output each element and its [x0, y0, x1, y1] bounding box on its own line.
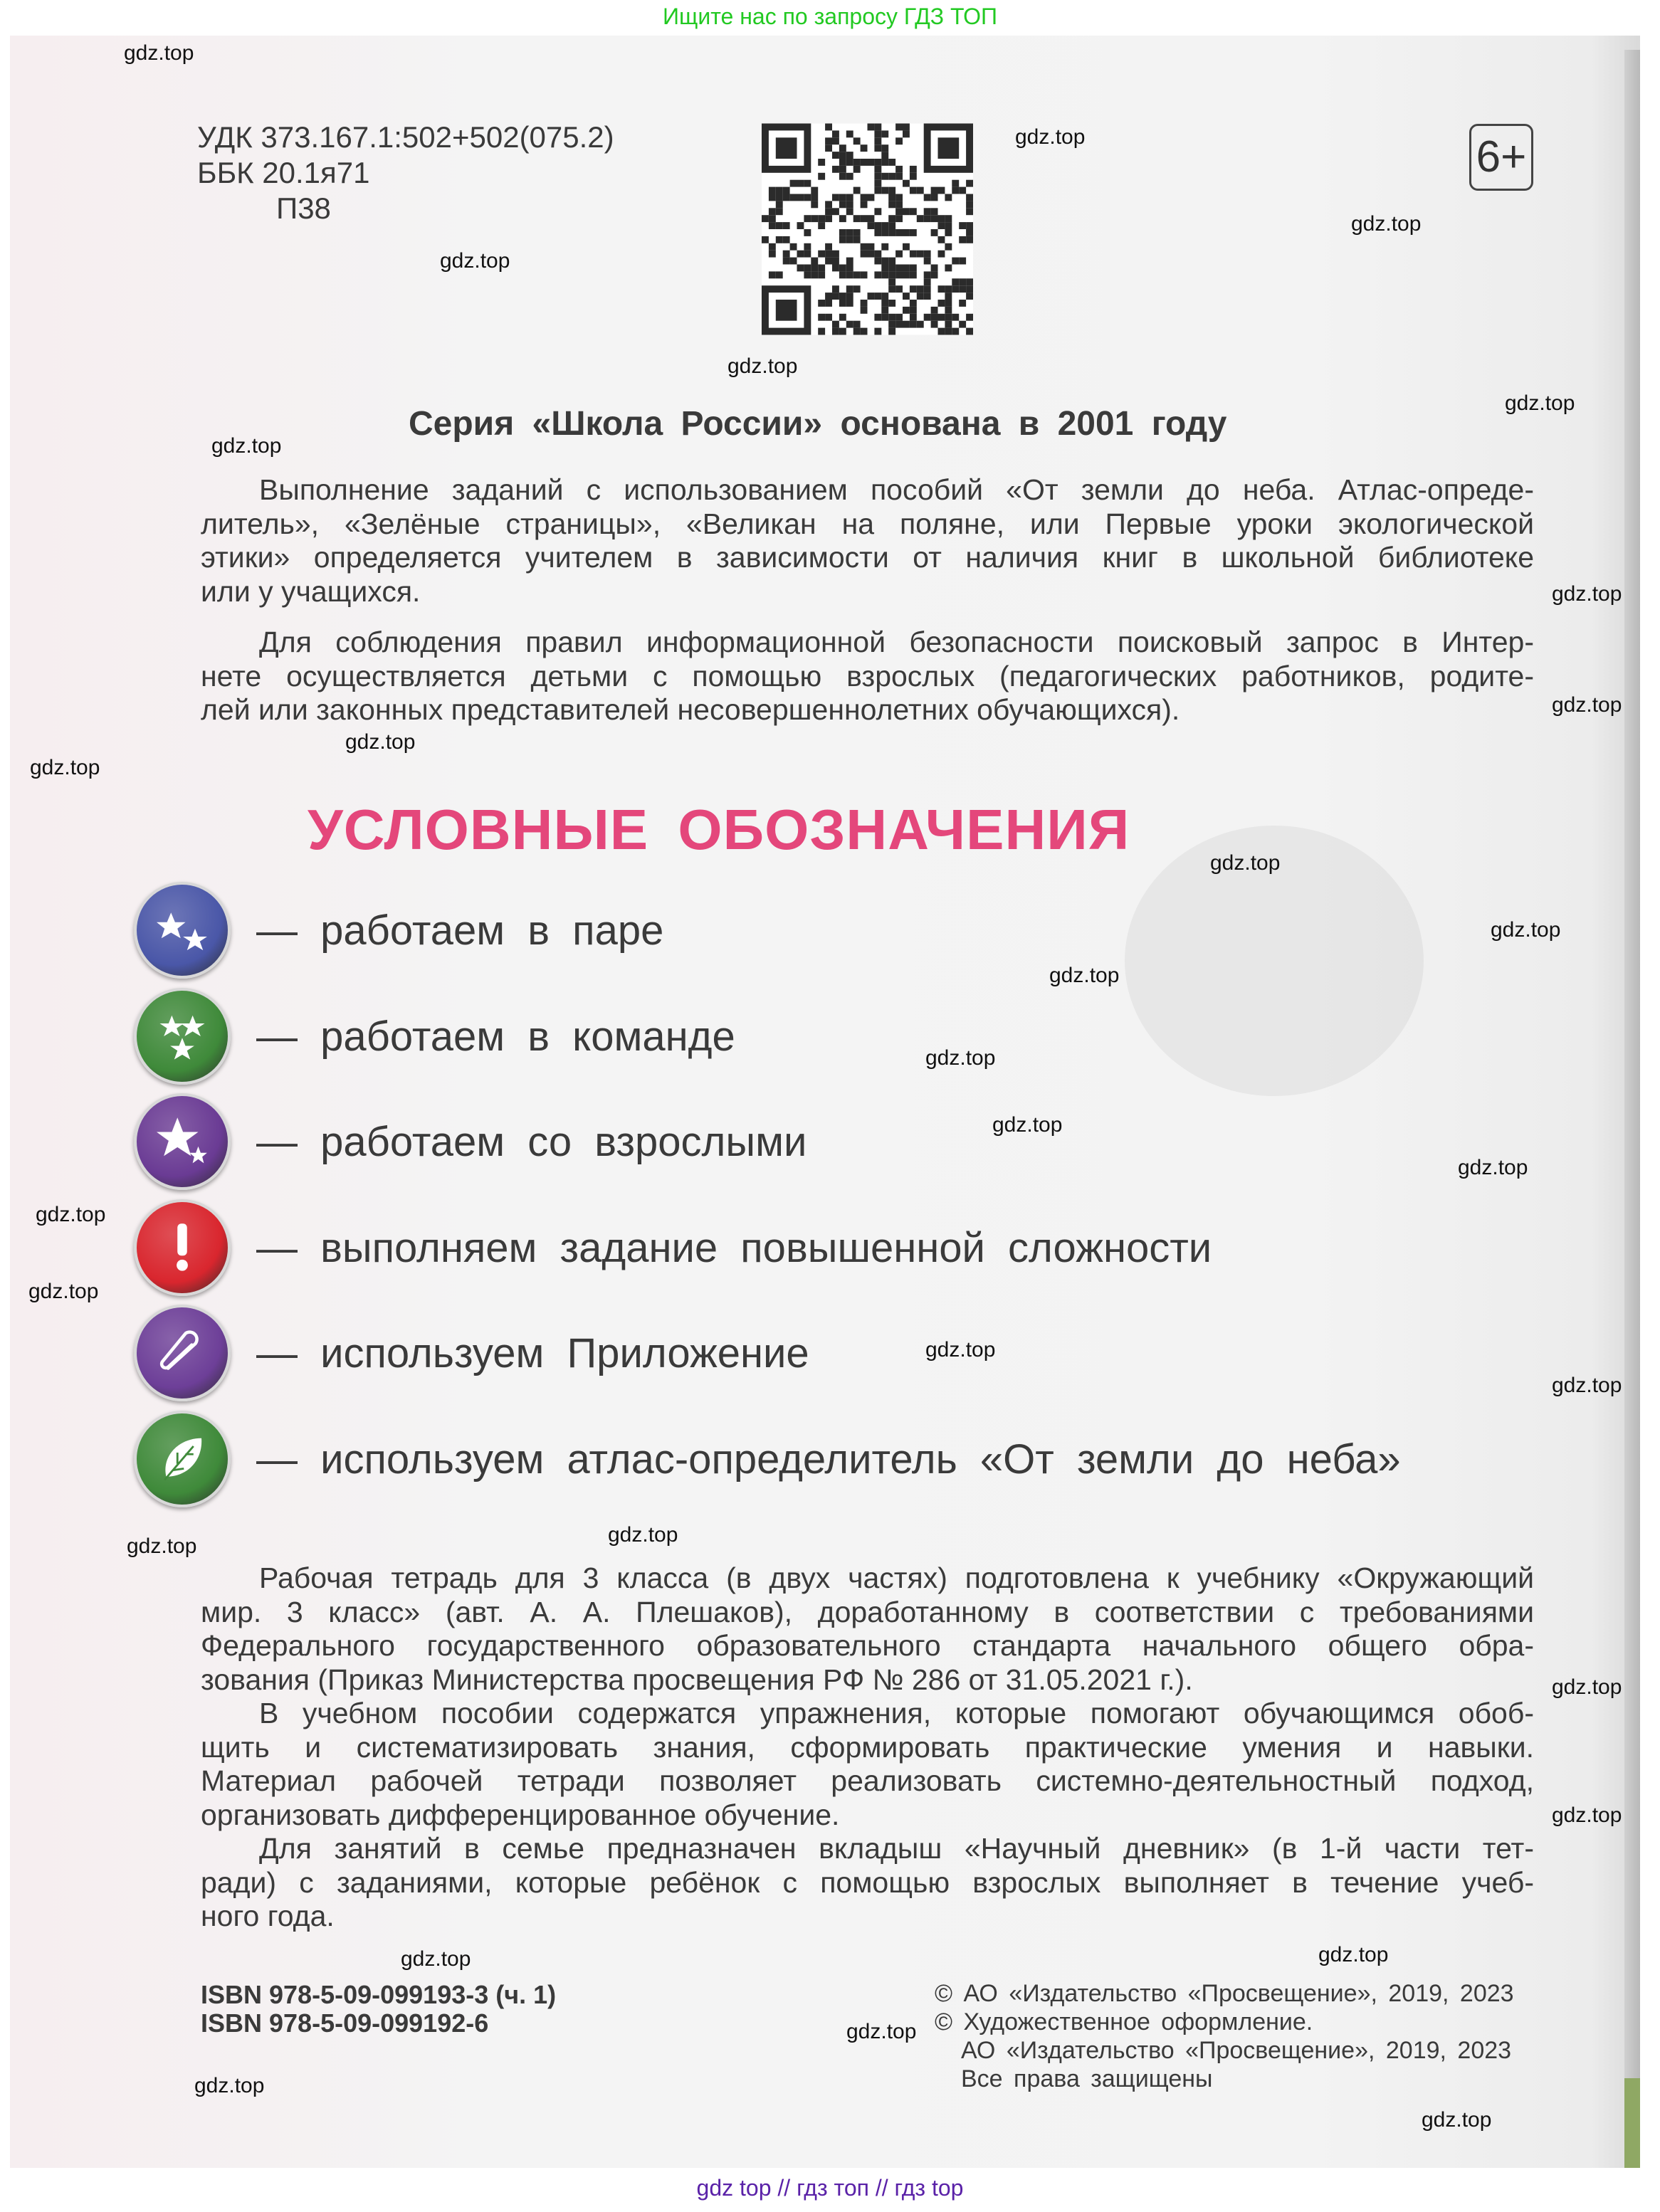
stars-adults-icon: [134, 1093, 231, 1190]
watermark: gdz.top: [1552, 693, 1622, 717]
text-line: Материал рабочей тетради позволяет реализовать системно-деятельностный подход,: [201, 1764, 1534, 1797]
qr-code[interactable]: [762, 122, 973, 336]
watermark: gdz.top: [1552, 1675, 1622, 1699]
watermark: gdz.top: [124, 41, 194, 65]
text-line: мир. 3 класс» (авт. А. А. Плешаков), доработанному в соответствии с требованиями: [201, 1595, 1534, 1628]
legend-label: — используем Приложение: [256, 1329, 809, 1376]
watermark: gdz.top: [1318, 1943, 1389, 1966]
paragraph-manuals: [201, 473, 1534, 609]
legend-label: — работаем в паре: [256, 907, 664, 954]
search-banner: Ищите нас по запросу ГДЗ ТОП: [663, 4, 997, 29]
legend-label: — выполняем задание повышенной сложности: [256, 1224, 1212, 1271]
watermark: gdz.top: [846, 2020, 917, 2043]
watermark: gdz.top: [1552, 1803, 1622, 1827]
text-line: ного года.: [201, 1900, 335, 1932]
author-code: П38: [276, 191, 331, 225]
watermark: gdz.top: [1552, 1374, 1622, 1397]
rights-reserved: Все права защищены: [961, 2065, 1213, 2092]
text-line: Федерального государственного образовательного стандарта начального общего обра-: [201, 1629, 1534, 1662]
udk-code: УДК 373.167.1:502+502(075.2): [197, 120, 614, 154]
text-line: или у учащихся.: [201, 574, 421, 608]
watermark: gdz.top: [36, 1203, 106, 1226]
legend-item-work-in-team: [134, 990, 735, 1083]
isbn-part1: ISBN 978-5-09-099193-3 (ч. 1): [201, 1980, 557, 2009]
stars-team-icon: [134, 988, 231, 1085]
book-spine-cover-edge: [1624, 2078, 1640, 2168]
watermark: gdz.top: [925, 1338, 996, 1362]
text-line: зования (Приказ Министерства просвещения РФ № 286 от 31.05.2021 г.).: [201, 1663, 1193, 1696]
watermark: gdz.top: [211, 434, 282, 458]
legend-item-work-in-pair: [134, 884, 663, 976]
watermark: gdz.top: [1458, 1156, 1528, 1179]
watermark: gdz.top: [925, 1046, 996, 1070]
text-line: лей или законных представителей несовершеннолетних обучающихся).: [201, 693, 1180, 726]
book-spine: [1624, 50, 1640, 2168]
age-rating-badge: 6+: [1469, 124, 1533, 191]
legend-label: — используем атлас-определитель «От земли до неба»: [256, 1436, 1401, 1482]
text-line: этики» определяется учителем в зависимости от наличия книг в школьной библиотеке: [201, 541, 1534, 574]
text-line: организовать дифференцированное обучение.: [201, 1798, 840, 1831]
copyright-publisher: © АО «Издательство «Просвещение», 2019, 2023: [935, 1980, 1514, 2007]
watermark: gdz.top: [1505, 391, 1575, 415]
watermark: gdz.top: [440, 249, 510, 273]
watermark: gdz.top: [1491, 918, 1561, 942]
paragraph-safety: [201, 626, 1534, 727]
text-line: щить и систематизировать знания, сформировать практические умения и навыки.: [201, 1730, 1534, 1764]
watermark: gdz.top: [127, 1534, 197, 1558]
copyright-design-publisher: АО «Издательство «Просвещение», 2019, 2023: [961, 2037, 1512, 2064]
text-line: Выполнение заданий с использованием пособий «От земли до неба. Атлас-опреде-: [259, 473, 1534, 506]
watermark: gdz.top: [1015, 125, 1086, 149]
legend-item-work-with-adults: [134, 1095, 807, 1188]
watermark: gdz.top: [1422, 2108, 1492, 2132]
legend-item-use-atlas: [134, 1413, 1401, 1505]
watermark: gdz.top: [992, 1113, 1063, 1137]
text-line: литель», «Зелёные страницы», «Великан на поляне, или Первые уроки экологической: [201, 507, 1534, 540]
paperclip-icon: [134, 1305, 231, 1401]
legend-label: — работаем со взрослыми: [256, 1118, 807, 1165]
text-line: ради) с заданиями, которые ребёнок с помощью взрослых выполняет в течение учеб-: [201, 1865, 1534, 1899]
legend-label: — работаем в команде: [256, 1013, 735, 1060]
isbn-set: ISBN 978-5-09-099192-6: [201, 2008, 489, 2038]
legend-title: УСЛОВНЫЕ ОБОЗНАЧЕНИЯ: [308, 798, 1130, 861]
stars-pair-icon: [134, 882, 231, 979]
watermark: gdz.top: [30, 756, 100, 779]
text-line: В учебном пособии содержатся упражнения, которые помогают обучающимся обоб-: [259, 1697, 1534, 1729]
legend-item-advanced-task: [134, 1201, 1212, 1294]
text-line: нете осуществляется детьми с помощью взрослых (педагогических работников, родите-: [201, 659, 1534, 692]
text-line: Рабочая тетрадь для 3 класса (в двух частях) подготовлена к учебнику «Окружающий: [259, 1561, 1534, 1594]
watermark: gdz.top: [1351, 212, 1422, 236]
watermark: gdz.top: [727, 354, 798, 378]
bbk-code: ББК 20.1я71: [197, 156, 370, 189]
exclamation-icon: [134, 1199, 231, 1296]
watermark: gdz.top: [1210, 851, 1281, 875]
watermark: gdz.top: [28, 1280, 99, 1303]
text-line: Для соблюдения правил информационной безопасности поисковый запрос в Интер-: [259, 626, 1534, 658]
series-heading: Серия «Школа России» основана в 2001 году: [409, 405, 1227, 443]
copyright-design: © Художественное оформление.: [935, 2008, 1313, 2035]
legend-item-use-appendix: [134, 1307, 809, 1399]
leaf-icon: [134, 1411, 231, 1507]
watermark: gdz.top: [1049, 964, 1120, 987]
watermark: gdz.top: [345, 730, 416, 754]
text-line: Для занятий в семье предназначен вкладыш «Научный дневник» (в 1-й части тет-: [259, 1832, 1534, 1865]
paragraph-about: [201, 1561, 1534, 1934]
watermark: gdz.top: [1552, 582, 1622, 606]
watermark: gdz.top: [194, 2074, 265, 2097]
footer-links[interactable]: gdz top // гдз топ // гдз top: [696, 2175, 964, 2201]
watermark: gdz.top: [608, 1523, 678, 1547]
watermark: gdz.top: [401, 1947, 471, 1971]
